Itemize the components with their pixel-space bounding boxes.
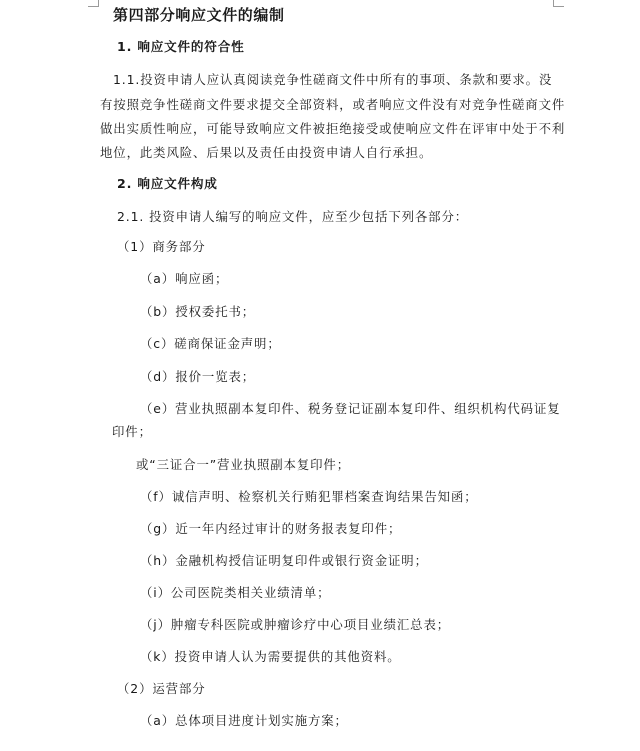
list-item-f: （f）诚信声明、检察机关行贿犯罪档案查询结果告知函； bbox=[140, 489, 478, 504]
list-item-d: （d）报价一览表； bbox=[140, 369, 256, 384]
part-2-item-a: （a）总体项目进度计划实施方案； bbox=[140, 713, 348, 728]
list-item-e-line-1: （e）营业执照副本复印件、税务登记证副本复印件、组织机构代码证复 bbox=[140, 401, 561, 416]
list-item-h: （h）金融机构授信证明复印件或银行资金证明； bbox=[140, 553, 428, 568]
list-item-b: （b）授权委托书； bbox=[140, 304, 256, 319]
part-2-heading: （2）运营部分 bbox=[117, 681, 206, 696]
section-1-heading: 1. 响应文件的符合性 bbox=[117, 39, 245, 54]
list-item-c: （c）磋商保证金声明； bbox=[140, 336, 281, 351]
section-1-para-line-4: 地位，此类风险、后果以及责任由投资申请人自行承担。 bbox=[100, 145, 433, 160]
list-item-g: （g）近一年内经过审计的财务报表复印件； bbox=[140, 521, 402, 536]
section-2-heading: 2. 响应文件构成 bbox=[117, 176, 218, 191]
crop-mark-left bbox=[88, 0, 99, 7]
section-2-intro: 2.1. 投资申请人编写的响应文件，应至少包括下列各部分： bbox=[117, 209, 469, 224]
section-1-para-line-1: 1.1.投资申请人应认真阅读竞争性磋商文件中所有的事项、条款和要求。没 bbox=[113, 72, 553, 87]
section-1-para-line-3: 做出实质性响应，可能导致响应文件被拒绝接受或使响应文件在评审中处于不利 bbox=[100, 121, 566, 136]
list-item-e-line-2: 印件； bbox=[112, 424, 152, 439]
section-1-para-line-2: 有按照竞争性磋商文件要求提交全部资料，或者响应文件没有对竞争性磋商文件 bbox=[100, 97, 566, 112]
list-item-a: （a）响应函； bbox=[140, 271, 229, 286]
crop-mark-right bbox=[553, 0, 564, 7]
page-title: 第四部分响应文件的编制 bbox=[113, 6, 285, 24]
list-item-e-alternative: 或“三证合一”营业执照副本复印件； bbox=[136, 457, 350, 472]
list-item-i: （i）公司医院类相关业绩清单； bbox=[140, 585, 331, 600]
list-item-k: （k）投资申请人认为需要提供的其他资料。 bbox=[140, 649, 401, 664]
list-item-j: （j）肿瘤专科医院或肿瘤诊疗中心项目业绩汇总表； bbox=[140, 617, 451, 632]
part-1-heading: （1）商务部分 bbox=[117, 239, 206, 254]
